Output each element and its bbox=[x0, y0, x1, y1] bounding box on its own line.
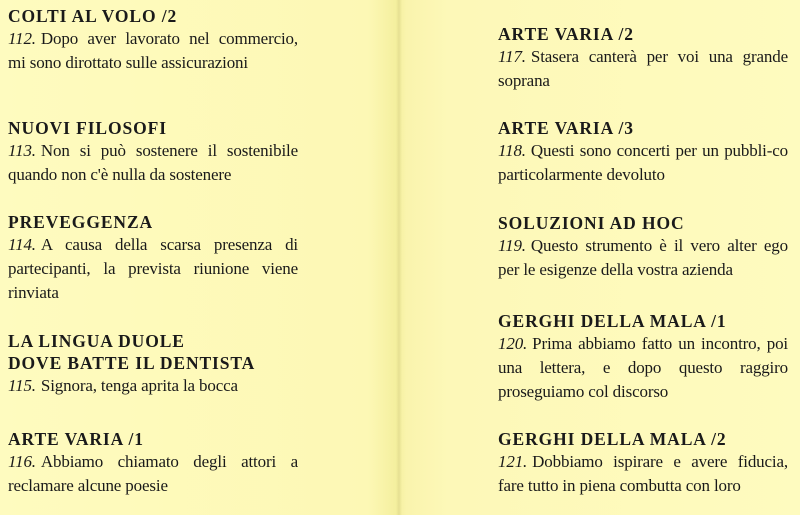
entry-text: Stasera canterà per voi una grande soprana bbox=[498, 47, 788, 90]
entry-120 bbox=[498, 310, 788, 404]
entry-number: 113. bbox=[8, 141, 36, 160]
entry-118 bbox=[498, 117, 788, 187]
entry-title: GERGHI DELLA MALA /2 bbox=[498, 429, 727, 449]
entry-body bbox=[498, 234, 788, 282]
entry-number: 120. bbox=[498, 334, 528, 353]
entry-114 bbox=[8, 211, 298, 305]
entry-title: ARTE VARIA /3 bbox=[498, 118, 634, 138]
entry-body bbox=[498, 45, 788, 93]
entry-title: LA LINGUA DUOLE DOVE BATTE IL DENTISTA bbox=[8, 331, 256, 373]
entry-text: Abbiamo chiamato degli attori a reclamare alcune poesie bbox=[8, 452, 298, 495]
entry-text: Prima abbiamo fatto un incontro, poi una lettera, e dopo questo raggiro proseguiamo col discorso bbox=[498, 334, 788, 401]
entry-body bbox=[8, 374, 298, 398]
page-gutter bbox=[396, 0, 402, 515]
entry-body bbox=[8, 139, 298, 187]
entry-text: Dopo aver lavorato nel commercio, mi sono dirottato sulle assicurazioni bbox=[8, 29, 298, 72]
entry-number: 118. bbox=[498, 141, 526, 160]
entry-title: ARTE VARIA /1 bbox=[8, 429, 144, 449]
entry-112 bbox=[8, 5, 298, 75]
right-page bbox=[498, 0, 788, 515]
entry-text: Non si può sostenere il sostenibile quando non c'è nulla da sostenere bbox=[8, 141, 298, 184]
entry-text: A causa della scarsa presenza di partecipanti, la prevista riunione viene rinviata bbox=[8, 235, 298, 302]
entry-number: 112. bbox=[8, 29, 36, 48]
entry-text: Dobbiamo ispirare e avere fiducia, fare tutto in piena combutta con loro bbox=[498, 452, 788, 495]
entry-113 bbox=[8, 117, 298, 187]
entry-number: 116. bbox=[8, 452, 36, 471]
entry-115 bbox=[8, 330, 298, 398]
entry-number: 115. bbox=[8, 376, 36, 395]
entry-title: GERGHI DELLA MALA /1 bbox=[498, 311, 727, 331]
entry-116 bbox=[8, 428, 298, 498]
entry-number: 121. bbox=[498, 452, 528, 471]
entry-text: Signora, tenga aprita la bocca bbox=[40, 376, 238, 395]
entry-body bbox=[498, 450, 788, 498]
entry-119 bbox=[498, 212, 788, 282]
entry-title: ARTE VARIA /2 bbox=[498, 24, 634, 44]
entry-body bbox=[8, 233, 298, 305]
entry-title: NUOVI FILOSOFI bbox=[8, 118, 167, 138]
entry-number: 119. bbox=[498, 236, 526, 255]
entry-title: SOLUZIONI AD HOC bbox=[498, 213, 685, 233]
entry-title: PREVEGGENZA bbox=[8, 212, 154, 232]
entry-body bbox=[8, 450, 298, 498]
entry-body bbox=[8, 27, 298, 75]
entry-number: 114. bbox=[8, 235, 36, 254]
entry-121 bbox=[498, 428, 788, 498]
entry-title: COLTI AL VOLO /2 bbox=[8, 6, 178, 26]
entry-text: Questo strumento è il vero alter ego per le esigenze della vostra azienda bbox=[498, 236, 788, 279]
entry-text: Questi sono concerti per un pubbli-co particolarmente devoluto bbox=[498, 141, 788, 184]
entry-117 bbox=[498, 23, 788, 93]
left-page bbox=[8, 0, 298, 515]
entry-body bbox=[498, 139, 788, 187]
entry-number: 117. bbox=[498, 47, 526, 66]
entry-body bbox=[498, 332, 788, 404]
